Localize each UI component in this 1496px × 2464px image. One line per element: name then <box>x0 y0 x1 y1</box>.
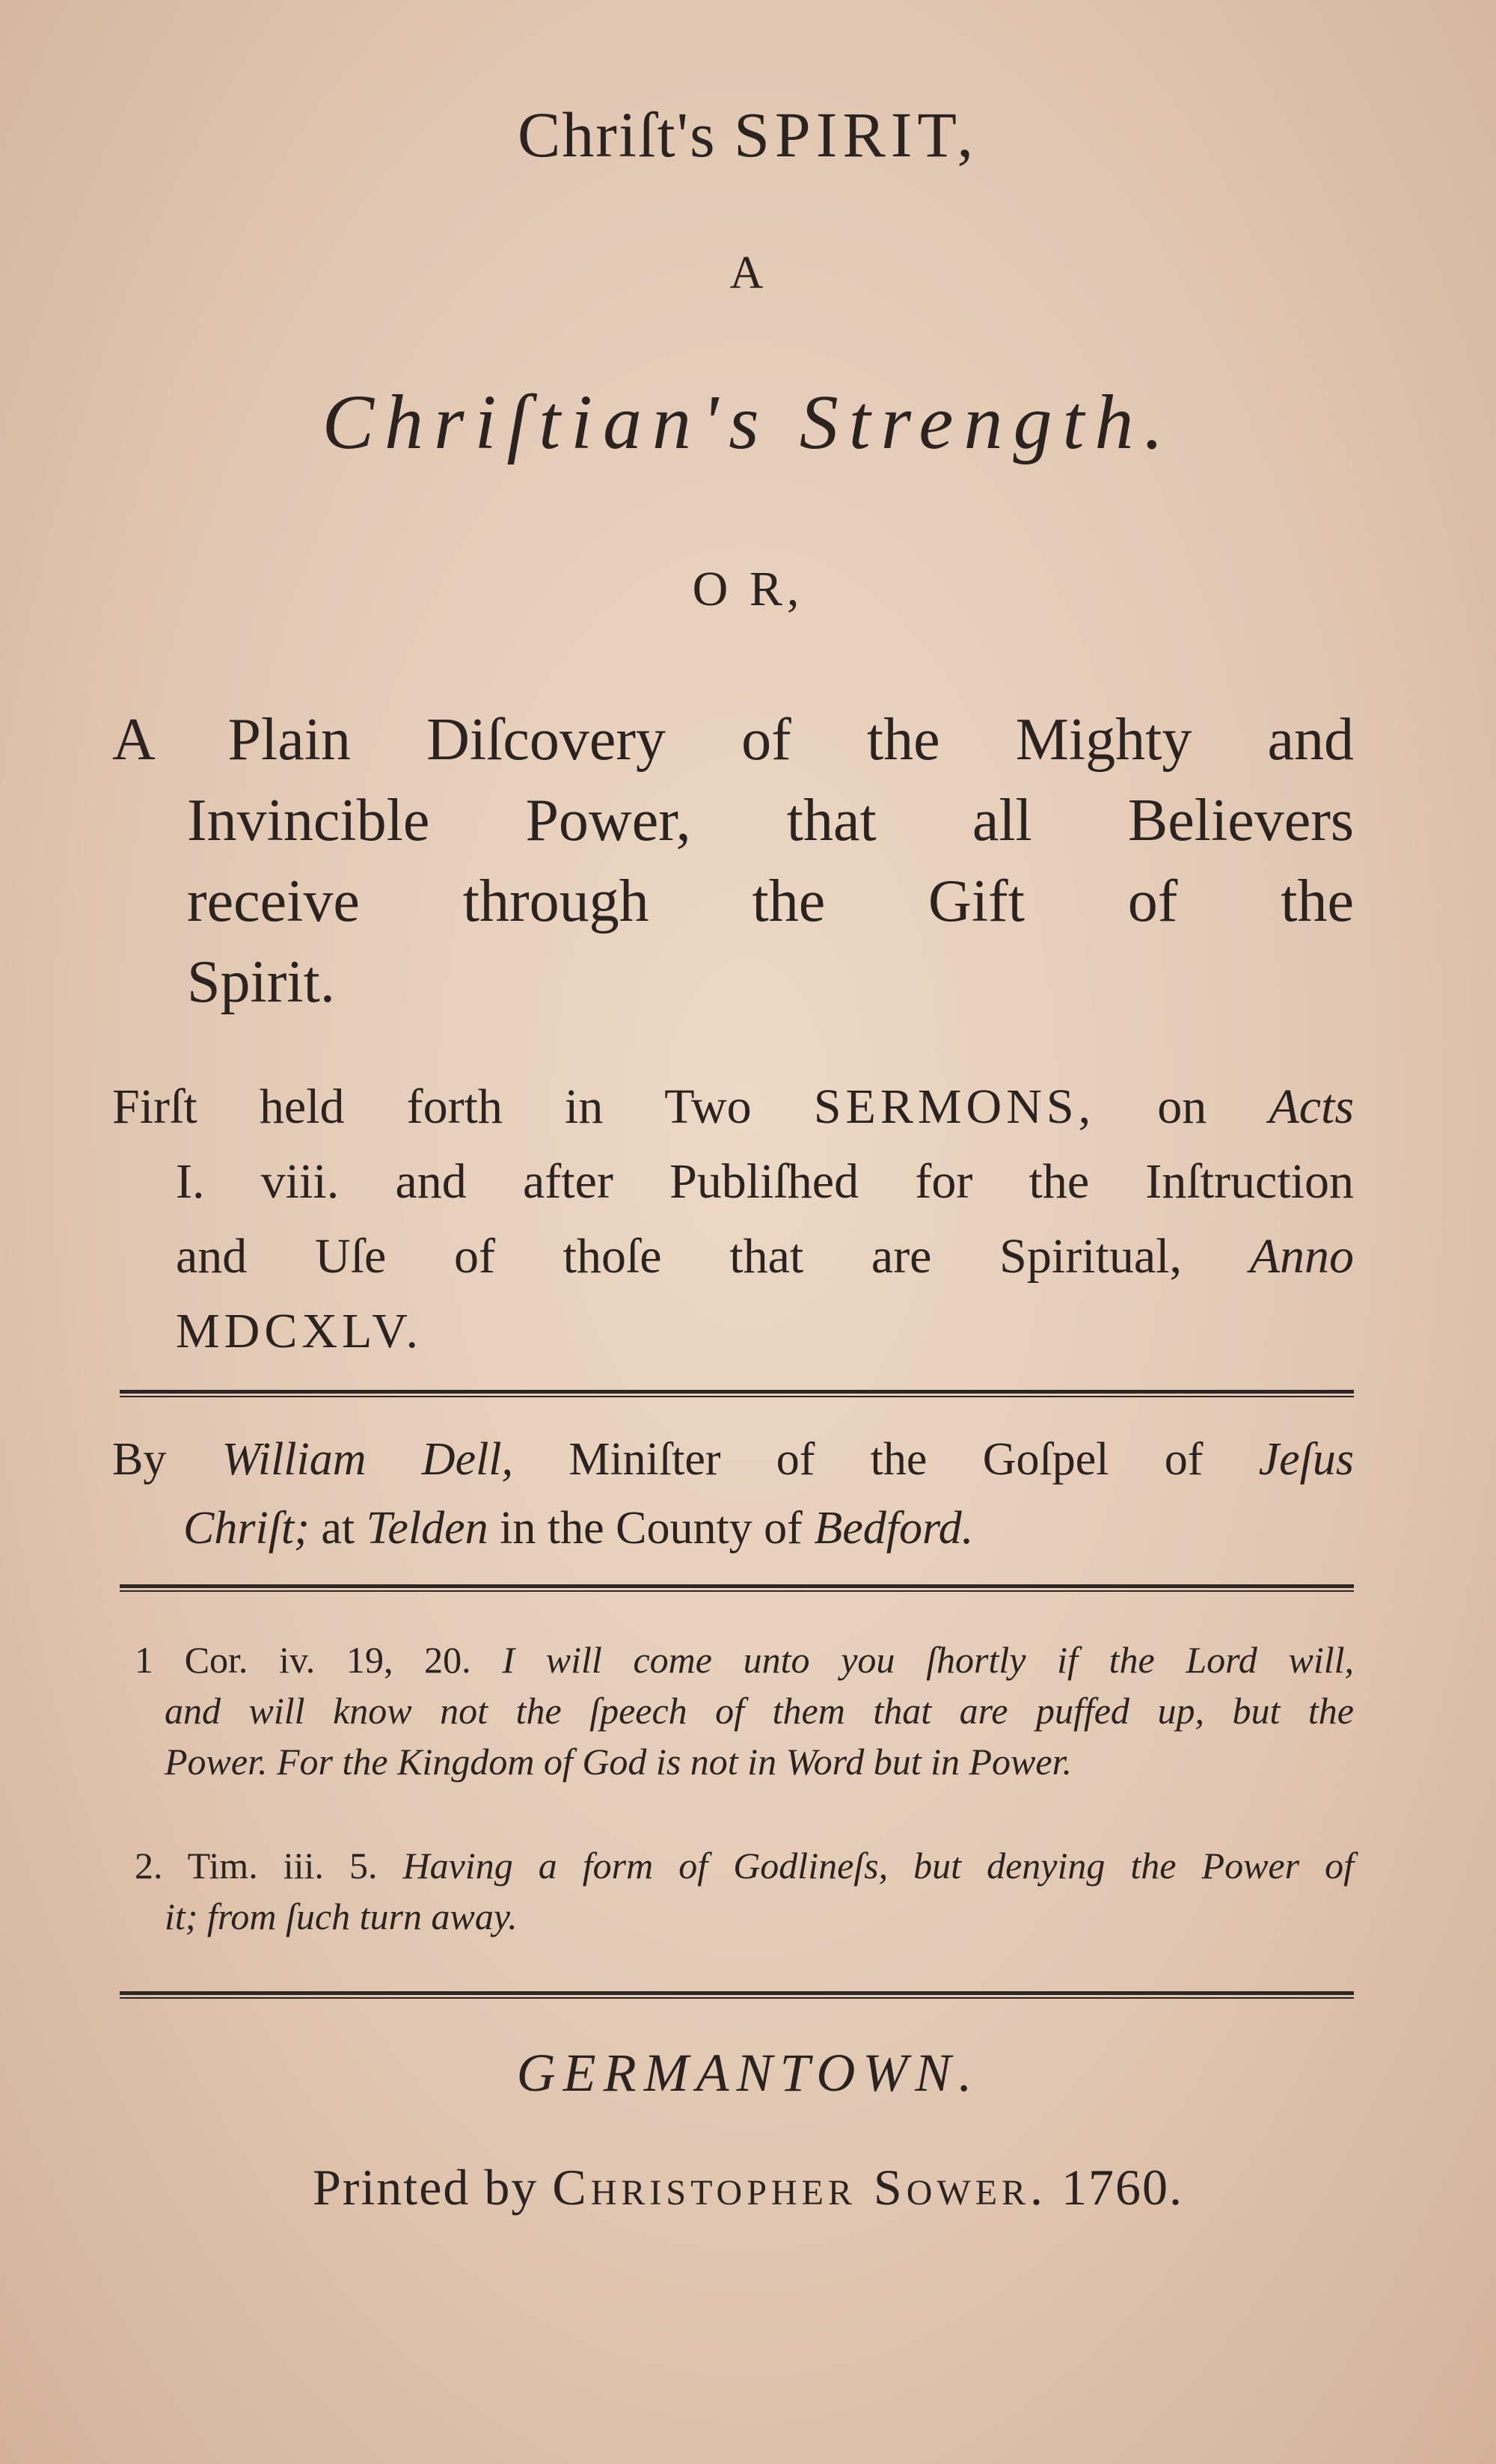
quote-1-line-3: Power. For the Kingdom of God is not in Word but in Power. <box>165 1741 1073 1783</box>
title-or: O R, <box>692 562 804 616</box>
byline <box>112 1425 1354 1563</box>
title-line-2: Chriſtian's Strength. <box>322 379 1174 465</box>
title-spirit: SPIRIT, <box>734 99 979 171</box>
discovery-line-2: Invincible Power, that all Believers <box>187 788 1354 853</box>
divider-rule-3 <box>120 1991 1354 1999</box>
scripture-quote-1 <box>135 1634 1354 1787</box>
sermons-line-4: MDCXLV. <box>176 1304 423 1358</box>
discovery-line-1: A Plain Diſcovery of the Mighty and <box>112 707 1354 773</box>
title-christs: Chriſt's <box>517 99 717 171</box>
sermons-line-1: Firſt held forth in Two SERMONS, on Acts <box>112 1079 1355 1134</box>
sermons-line-2: I. viii. and after Publiſhed for the Inſtruction <box>176 1154 1354 1209</box>
quote-2-line-2: it; from ſuch turn away. <box>165 1895 518 1937</box>
byline-line-2: Chriſt; at Telden in the County of Bedford. <box>183 1503 974 1554</box>
quote-1-line-2: and will know not the ſpeech of them that are puffed up, but the <box>165 1690 1354 1732</box>
divider-rule-2 <box>120 1584 1354 1592</box>
imprint-printer: Christopher Sower. <box>552 2159 1048 2216</box>
byline-line-1: By William Dell, Miniſter of the Goſpel of Jeſus <box>112 1434 1354 1485</box>
divider-rule-1 <box>120 1390 1354 1397</box>
scripture-quote-2 <box>135 1840 1354 1942</box>
imprint-place: GERMANTOWN. <box>516 2043 980 2103</box>
sermons-line-3: and Uſe of thoſe that are Spiritual, Anno <box>176 1229 1354 1284</box>
discovery-paragraph <box>112 699 1354 1023</box>
imprint-year: 1760. <box>1061 2159 1184 2216</box>
discovery-line-4: Spirit. <box>187 949 335 1015</box>
discovery-line-3: receive through the Gift of the <box>187 868 1354 934</box>
quote-1-line-1: 1 Cor. iv. 19, 20. I will come unto you ſhortly if the Lord will, <box>135 1639 1355 1681</box>
sermons-paragraph <box>112 1070 1354 1369</box>
imprint-printed-by: Printed by <box>312 2159 539 2216</box>
quote-2-line-1: 2. Tim. iii. 5. Having a form of Godlineſs, but denying the Power of <box>135 1845 1354 1887</box>
title-line-1 <box>0 97 1496 172</box>
title-a: A <box>729 248 767 298</box>
imprint-line <box>0 2158 1496 2217</box>
